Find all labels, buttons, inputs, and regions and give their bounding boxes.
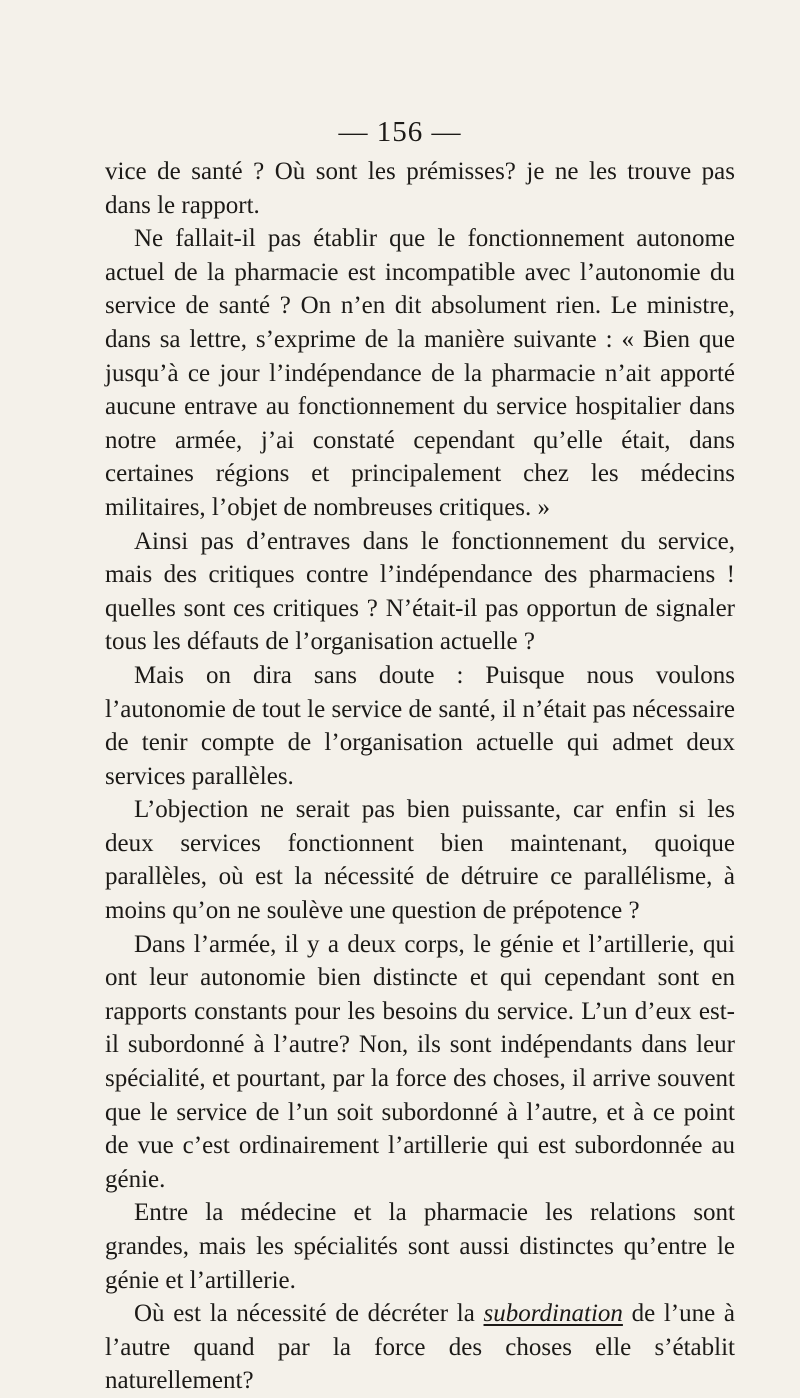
subordination-emphasis: subordination	[483, 1300, 623, 1328]
page-text	[105, 155, 735, 1398]
paragraph-8-before: Où est la nécessité de décréter la	[134, 1300, 484, 1328]
paragraph-3: Ainsi pas d’entraves dans le fonctionnement du service, mais des critiques contre l’indépendance des pharmaciens ! quelles sont ces critiques ? N’était-il pas opportun de signaler tous les défauts de l’organisation actuelle ?	[105, 527, 735, 656]
page-number: — 156 —	[338, 116, 462, 148]
paragraph-5: L’objection ne serait pas bien puissante, car enfin si les deux services fonctionnent bien maintenant, quoique parallèles, où est la nécessité de détruire ce parallélisme, à moins qu’on ne soulève une question de prépotence ?	[105, 796, 735, 925]
paragraph-1: vice de santé ? Où sont les prémisses? je ne les trouve pas dans le rapport.	[105, 158, 735, 219]
paragraph-8	[105, 1297, 735, 1398]
paragraph-8-after: de l’une à l’autre quand par la force des choses elle s’établit naturellement?	[105, 1300, 735, 1395]
paragraph-2: Ne fallait-il pas établir que le fonctionnement autonome actuel de la pharmacie est incompatible avec l’autonomie du service de santé ? On n’en dit absolument rien. Le ministre, dans sa lettre, s’exprime de la manière suivante : « Bien que jusqu’à ce jour l’indépendance de la pharmacie n’ait apporté aucune entrave au fonctionnement du service hospitalier dans notre armée, j’ai constaté cependant qu’elle était, dans certaines régions et principalement chez les médecins militaires, l’objet de nombreuses critiques. »	[105, 225, 735, 521]
paragraph-6: Dans l’armée, il y a deux corps, le génie et l’artillerie, qui ont leur autonomie bien distincte et qui cependant sont en rapports constants pour les besoins du service. L’un d’eux est-il subordonné à l’autre? Non, ils sont indépendants dans leur spécialité, et pourtant, par la force des choses, il arrive souvent que le service de l’un soit subordonné à l’autre, et à ce point de vue c’est ordinairement l’artillerie qui est subordonnée au génie.	[105, 930, 735, 1193]
paragraph-4: Mais on dira sans doute : Puisque nous voulons l’autonomie de tout le service de santé, il n’était pas nécessaire de tenir compte de l’organisation actuelle qui admet deux services parallèles.	[105, 661, 735, 790]
paragraph-7: Entre la médecine et la pharmacie les relations sont grandes, mais les spécialités sont aussi distinctes qu’entre le génie et l’artillerie.	[105, 1199, 735, 1294]
